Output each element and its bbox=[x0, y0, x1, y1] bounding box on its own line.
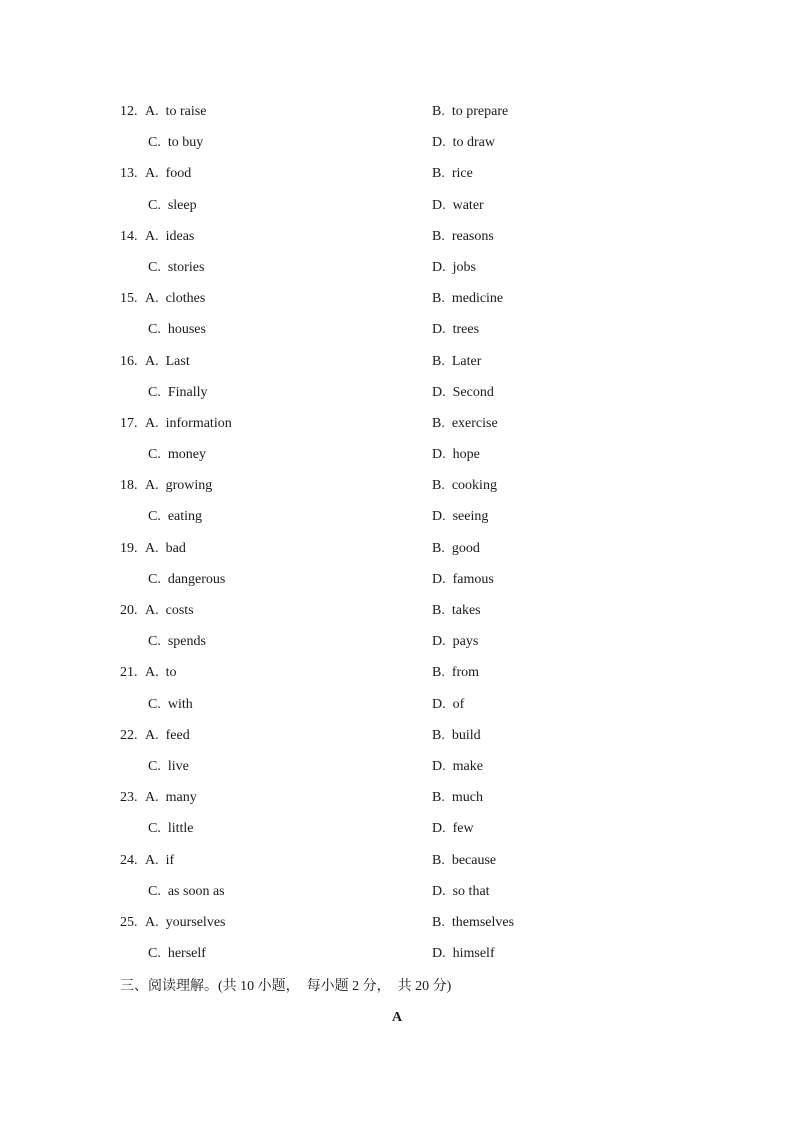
question-number: 17. bbox=[120, 415, 138, 431]
option-a: A. bad bbox=[145, 540, 186, 556]
option-d: D. himself bbox=[432, 946, 495, 962]
option-b: B. reasons bbox=[432, 228, 494, 244]
question-number: 22. bbox=[120, 727, 138, 743]
option-c: C. with bbox=[148, 696, 193, 712]
option-a: A. many bbox=[145, 790, 197, 806]
question-number: 15. bbox=[120, 291, 138, 307]
question-12-row-cd bbox=[0, 133, 794, 164]
option-a: A. costs bbox=[145, 603, 194, 618]
question-number: 13. bbox=[120, 166, 138, 182]
option-b: B. rice bbox=[432, 166, 473, 182]
option-c: C. stories bbox=[148, 259, 205, 275]
option-b: B. much bbox=[432, 790, 483, 806]
option-a: A. clothes bbox=[145, 291, 206, 307]
question-18-row-cd bbox=[0, 507, 794, 538]
option-d: D. jobs bbox=[432, 259, 476, 275]
option-a: A. growing bbox=[145, 478, 213, 494]
option-d: D. make bbox=[432, 758, 483, 774]
option-b: B. takes bbox=[432, 603, 481, 618]
option-c: C. herself bbox=[148, 946, 206, 962]
option-d: D. famous bbox=[432, 571, 494, 587]
question-17-row-ab bbox=[0, 414, 794, 445]
option-a: A. to raise bbox=[145, 104, 207, 119]
question-18-row-ab bbox=[0, 476, 794, 507]
option-b: B. because bbox=[432, 852, 497, 868]
question-23-row-cd bbox=[0, 819, 794, 850]
question-number: 20. bbox=[120, 603, 138, 618]
question-number: 12. bbox=[120, 104, 138, 119]
option-d: D. pays bbox=[432, 634, 479, 650]
option-c: C. Finally bbox=[148, 384, 208, 400]
question-number: 24. bbox=[120, 852, 138, 868]
option-c: C. eating bbox=[148, 509, 203, 525]
option-c: C. little bbox=[148, 821, 194, 837]
question-14-row-cd bbox=[0, 258, 794, 289]
question-16-row-ab bbox=[0, 352, 794, 383]
question-25-row-cd bbox=[0, 944, 794, 975]
question-13-row-ab bbox=[0, 164, 794, 195]
option-b: B. cooking bbox=[432, 478, 497, 494]
option-a: A. Last bbox=[145, 353, 190, 369]
option-a: A. food bbox=[145, 166, 192, 182]
option-c: C. money bbox=[148, 447, 206, 463]
question-19-row-cd bbox=[0, 570, 794, 601]
question-number: 19. bbox=[120, 540, 138, 556]
passage-label: A bbox=[391, 1010, 403, 1025]
question-20-row-cd bbox=[0, 632, 794, 663]
question-15-row-cd bbox=[0, 320, 794, 351]
option-d: D. seeing bbox=[432, 509, 489, 525]
option-a: A. to bbox=[145, 665, 177, 681]
option-b: B. good bbox=[432, 540, 480, 556]
option-b: B. exercise bbox=[432, 415, 498, 431]
option-b: B. to prepare bbox=[432, 104, 509, 119]
option-c: C. live bbox=[148, 758, 189, 774]
question-24-row-ab bbox=[0, 851, 794, 882]
option-c: C. houses bbox=[148, 322, 206, 338]
option-d: D. trees bbox=[432, 322, 480, 338]
option-b: B. themselves bbox=[432, 914, 515, 930]
question-21-row-cd bbox=[0, 695, 794, 726]
option-b: B. from bbox=[432, 665, 480, 681]
option-b: B. medicine bbox=[432, 291, 504, 307]
section-heading: 三、阅读理解。(共 10 小题， 每小题 2 分， 共 20 分) bbox=[120, 979, 452, 994]
option-d: D. so that bbox=[432, 883, 490, 899]
option-a: A. ideas bbox=[145, 228, 195, 244]
option-d: D. hope bbox=[432, 447, 480, 463]
question-17-row-cd bbox=[0, 445, 794, 476]
question-22-row-cd bbox=[0, 757, 794, 788]
question-number: 23. bbox=[120, 790, 138, 806]
question-25-row-ab bbox=[0, 913, 794, 944]
option-a: A. if bbox=[145, 852, 175, 868]
option-a: A. information bbox=[145, 415, 232, 431]
option-c: C. to buy bbox=[148, 135, 204, 151]
question-15-row-ab bbox=[0, 289, 794, 320]
option-c: C. spends bbox=[148, 634, 206, 650]
option-d: D. water bbox=[432, 197, 484, 213]
question-number: 18. bbox=[120, 478, 138, 494]
question-24-row-cd bbox=[0, 882, 794, 913]
option-d: D. few bbox=[432, 821, 474, 837]
question-19-row-ab bbox=[0, 539, 794, 570]
question-22-row-ab bbox=[0, 726, 794, 757]
question-number: 14. bbox=[120, 228, 138, 244]
option-c: C. sleep bbox=[148, 197, 197, 213]
question-14-row-ab bbox=[0, 227, 794, 258]
option-d: D. Second bbox=[432, 384, 494, 400]
option-a: A. yourselves bbox=[145, 914, 226, 930]
question-23-row-ab bbox=[0, 788, 794, 819]
option-c: C. dangerous bbox=[148, 571, 226, 587]
question-number: 25. bbox=[120, 914, 138, 930]
question-number: 21. bbox=[120, 665, 138, 681]
option-c: C. as soon as bbox=[148, 883, 225, 899]
option-b: B. Later bbox=[432, 353, 482, 369]
option-d: D. to draw bbox=[432, 135, 495, 151]
option-b: B. build bbox=[432, 727, 481, 743]
question-12-row-ab bbox=[0, 102, 794, 133]
question-number: 16. bbox=[120, 353, 138, 369]
question-16-row-cd bbox=[0, 383, 794, 414]
question-20-row-ab bbox=[0, 601, 794, 632]
option-a: A. feed bbox=[145, 727, 190, 743]
question-list bbox=[0, 102, 794, 975]
question-21-row-ab bbox=[0, 663, 794, 694]
option-d: D. of bbox=[432, 696, 465, 712]
question-13-row-cd bbox=[0, 196, 794, 227]
